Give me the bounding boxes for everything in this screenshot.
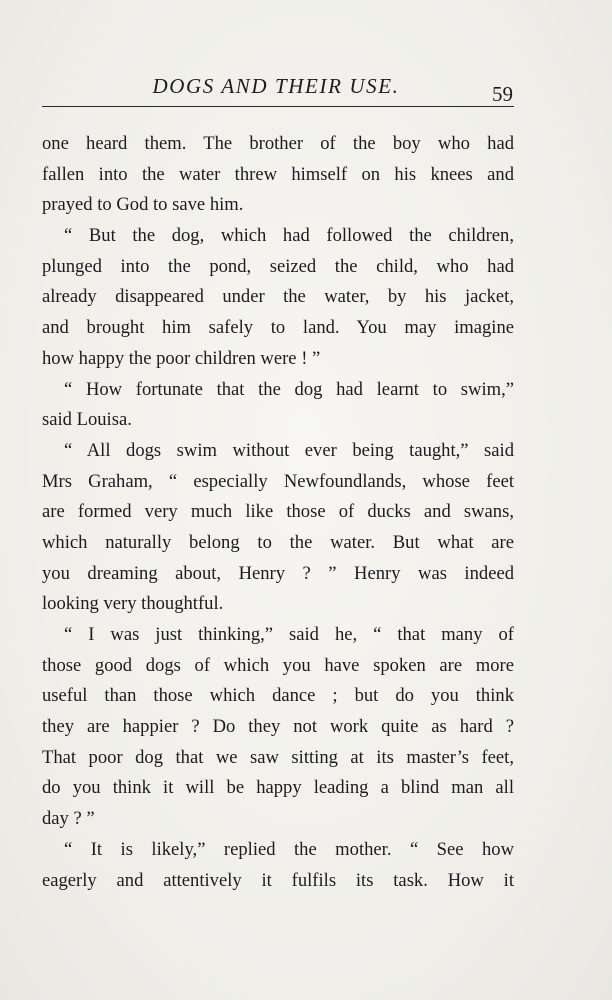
text-line: “ How fortunate that the dog had learnt to swim,” xyxy=(64,378,514,400)
text-line: how happy the poor children were ! ” xyxy=(42,347,321,369)
text-line: fallen into the water threw himself on his knees and xyxy=(42,163,514,185)
text-line: do you think it will be happy leading a blind man all xyxy=(42,777,514,799)
header-rule xyxy=(42,106,514,107)
body-text xyxy=(42,129,514,896)
running-title: DOGS AND THEIR USE. xyxy=(152,74,400,98)
running-head xyxy=(0,74,612,104)
text-line: you dreaming about, Henry ? ” Henry was indeed xyxy=(42,562,514,584)
text-line: eagerly and attentively it fulfils its task. How it xyxy=(42,869,514,891)
text-line: looking very thoughtful. xyxy=(42,593,224,615)
text-line: useful than those which dance ; but do you think xyxy=(42,685,514,707)
text-line: That poor dog that we saw sitting at its master’s feet, xyxy=(42,746,514,768)
text-line: they are happier ? Do they not work quite as hard ? xyxy=(42,716,514,738)
text-line: prayed to God to save him. xyxy=(42,194,244,216)
text-line: already disappeared under the water, by his jacket, xyxy=(42,286,514,308)
text-line: and brought him safely to land. You may imagine xyxy=(42,317,514,339)
text-line: plunged into the pond, seized the child, who had xyxy=(42,255,514,277)
text-line: which naturally belong to the water. But what are xyxy=(42,531,514,553)
text-line: those good dogs of which you have spoken are more xyxy=(42,654,514,676)
text-line: said Louisa. xyxy=(42,409,132,431)
text-line: are formed very much like those of ducks and swans, xyxy=(42,501,514,523)
text-line: Mrs Graham, “ especially Newfoundlands, whose feet xyxy=(42,470,514,492)
page-number: 59 xyxy=(492,82,513,106)
text-line: day ? ” xyxy=(42,808,95,830)
text-line: “ It is likely,” replied the mother. “ See how xyxy=(64,838,514,860)
text-line: “ I was just thinking,” said he, “ that many of xyxy=(64,624,514,645)
text-line: “ But the dog, which had followed the children, xyxy=(64,225,514,247)
text-line: “ All dogs swim without ever being taught,” said xyxy=(64,439,514,461)
text-line: one heard them. The brother of the boy who had xyxy=(42,133,514,154)
